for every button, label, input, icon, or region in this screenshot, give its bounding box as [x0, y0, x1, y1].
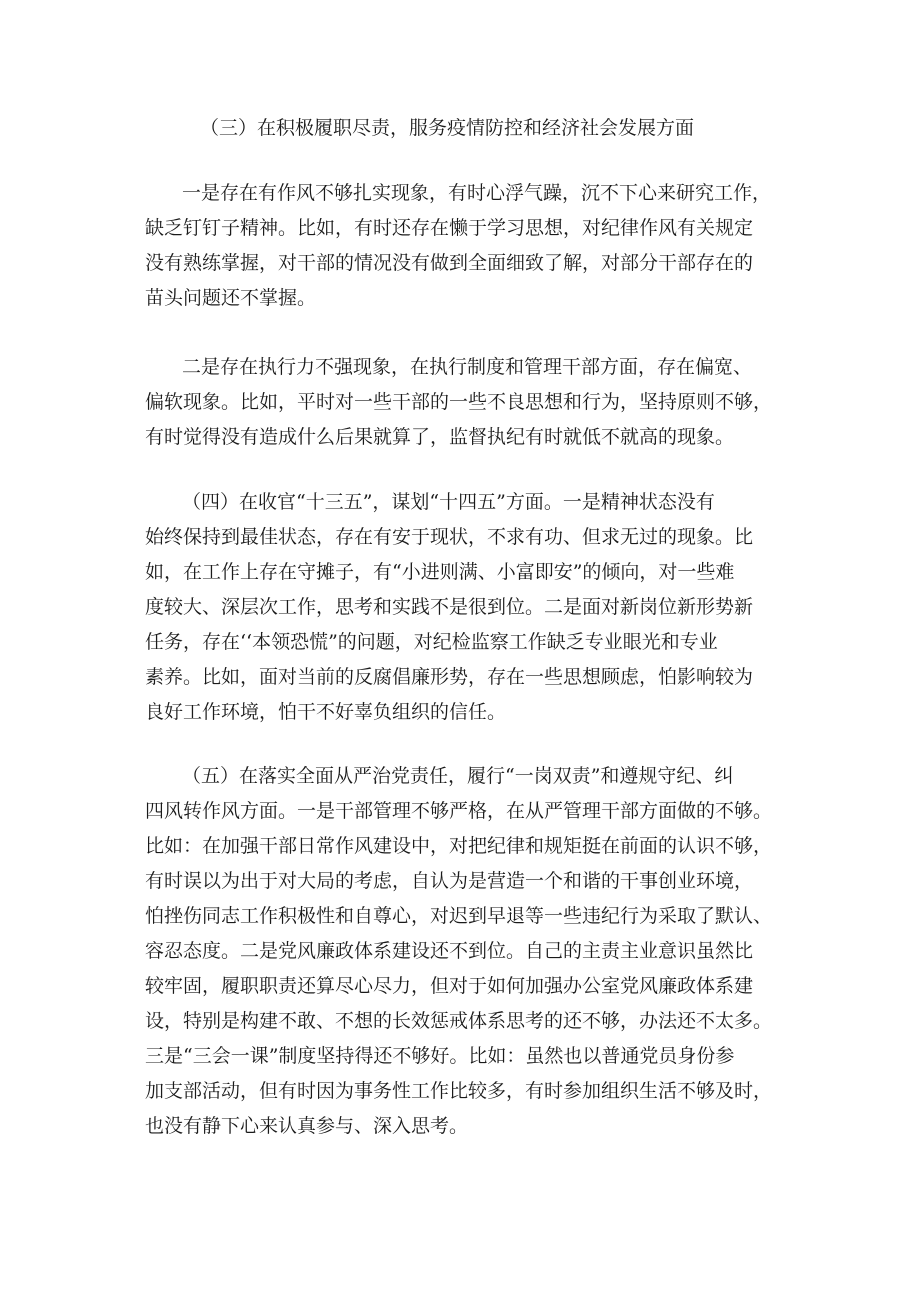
- paragraph-line: 四风转作风方面。一是干部管理不够严格，在从严管理干部方面做的不够。: [145, 800, 773, 822]
- paragraph-line: 加支部活动，但有时因为事务性工作比较多，有时参加组织生活不够及时，: [145, 1080, 773, 1102]
- paragraph-line: （四）在收官“十三五”，谋划“十四五”方面。一是精神状态没有: [182, 491, 715, 513]
- paragraph-line: 设，特别是构建不敢、不想的长效惩戒体系思考的还不够，办法还不太多。: [145, 1010, 773, 1032]
- paragraph-line: 始终保持到最佳状态，存在有安于现状，不求有功、但求无过的现象。比: [145, 526, 754, 548]
- paragraph-line: 较牢固，履职职责还算尽心尽力，但对于如何加强办公室党风廉政体系建: [145, 975, 754, 997]
- paragraph-line: （五）在落实全面从严治党责任，履行“一岗双责”和遵规守纪、纠: [182, 765, 734, 787]
- paragraph-line: 没有熟练掌握，对干部的情况没有做到全面细致了解，对部分干部存在的: [145, 252, 754, 274]
- paragraph-line: 二是存在执行力不强现象，在执行制度和管理干部方面，存在偏宽、: [182, 356, 753, 378]
- paragraph-line: 苗头问题还不掌握。: [145, 287, 317, 309]
- paragraph-line: 怕挫伤同志工作积极性和自尊心，对迟到早退等一些违纪行为采取了默认、: [145, 905, 773, 927]
- paragraph-line: 有时误以为出于对大局的考虑，自认为是营造一个和谐的干事创业环境，: [145, 870, 754, 892]
- paragraph-line: 良好工作环境，怕干不好辜负组织的信任。: [145, 701, 507, 723]
- section-heading-3: （三）在积极履职尽责，服务疫情防控和经济社会发展方面: [200, 117, 695, 139]
- paragraph-line: 有时觉得没有造成什么后果就算了，监督执纪有时就低不就高的现象。: [145, 426, 735, 448]
- paragraph-line: 素养。比如，面对当前的反腐倡廉形势，存在一些思想顾虑，怕影响较为: [145, 666, 754, 688]
- paragraph-line: 容忍态度。二是党风廉政体系建设还不到位。自己的主责主业意识虽然比: [145, 940, 754, 962]
- paragraph-line: 三是“三会一课”制度坚持得还不够好。比如：虽然也以普通党员身份参: [145, 1045, 735, 1067]
- paragraph-line: 偏软现象。比如，平时对一些干部的一些不良思想和行为，坚持原则不够，: [145, 391, 773, 413]
- paragraph-line: 如，在工作上存在守摊子，有“小进则满、小富即安”的倾向，对一些难: [145, 561, 735, 583]
- paragraph-line: 度较大、深层次工作，思考和实践不是很到位。二是面对新岗位新形势新: [145, 596, 754, 618]
- paragraph-line: 任务，存在‘‘本领恐慌”的问题，对纪检监察工作缺乏专业眼光和专业: [145, 631, 718, 653]
- paragraph-line: 也没有静下心来认真参与、深入思考。: [145, 1115, 469, 1137]
- paragraph-line: 一是存在有作风不够扎实现象，有时心浮气躁，沉不下心来研究工作，: [182, 182, 772, 204]
- paragraph-line: 缺乏钉钉子精神。比如，有时还存在懒于学习思想，对纪律作风有关规定: [145, 217, 754, 239]
- paragraph-line: 比如：在加强干部日常作风建设中，对把纪律和规矩挺在前面的认识不够，: [145, 835, 773, 857]
